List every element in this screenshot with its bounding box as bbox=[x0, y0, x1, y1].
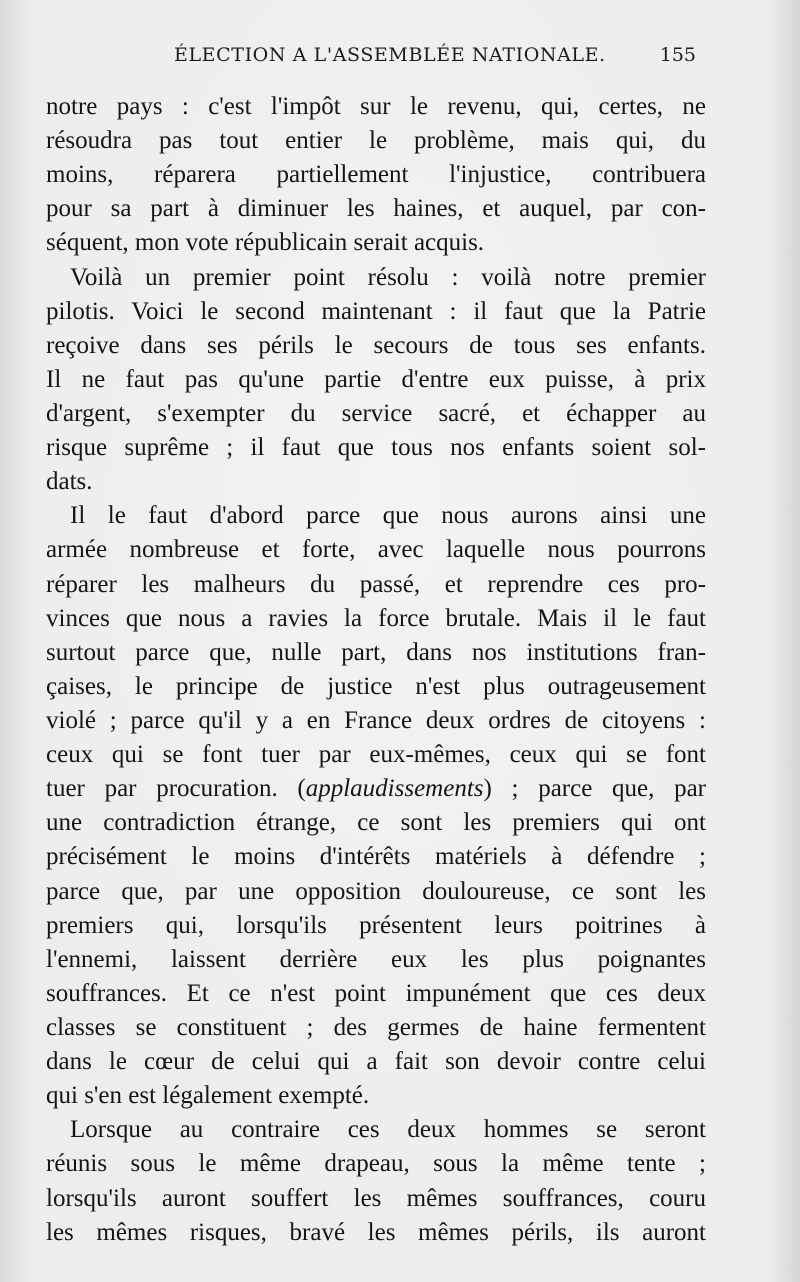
text-line: précisément le moins d'intérêts matériels à défendre ; bbox=[46, 843, 706, 871]
applause-annotation: applaudissements bbox=[305, 775, 484, 803]
text-line: séquent, mon vote républicain serait acquis. bbox=[46, 229, 485, 257]
text-segment: tuer par procuration. ( bbox=[46, 775, 306, 803]
text-line: moins, réparera partiellement l'injustice, contribuera bbox=[46, 161, 706, 189]
text-line: une contradiction étrange, ce sont les premiers qui ont bbox=[46, 809, 706, 837]
text-line: surtout parce que, nulle part, dans nos institutions fran- bbox=[46, 638, 706, 666]
text-line: risque suprême ; il faut que tous nos enfants soient sol- bbox=[46, 434, 706, 462]
page-number: 155 bbox=[659, 44, 696, 66]
text-line: l'ennemi, laissent derrière eux les plus poignantes bbox=[46, 945, 706, 973]
text-line: réunis sous le même drapeau, sous la même tente ; bbox=[46, 1150, 706, 1178]
text-line: Il ne faut pas qu'une partie d'entre eux puisse, à prix bbox=[46, 365, 706, 393]
text-line: classes se constituent ; des germes de haine fermentent bbox=[46, 1013, 706, 1041]
text-line: qui s'en est légalement exempté. bbox=[46, 1082, 370, 1110]
text-line: vinces que nous a ravies la force brutale. Mais il le faut bbox=[46, 604, 706, 632]
text-line: ceux qui se font tuer par eux-mêmes, ceux qui se font bbox=[46, 741, 706, 769]
text-line: violé ; parce qu'il y a en France deux ordres de citoyens : bbox=[46, 706, 706, 734]
text-line: pilotis. Voici le second maintenant : il faut que la Patrie bbox=[46, 297, 706, 325]
text-segment: ) ; parce que, par bbox=[483, 775, 706, 803]
text-line: premiers qui, lorsqu'ils présentent leurs poitrines à bbox=[46, 911, 706, 939]
text-line: pour sa part à diminuer les haines, et auquel, par con- bbox=[46, 195, 706, 223]
text-line: dans le cœur de celui qui a fait son devoir contre celui bbox=[46, 1048, 706, 1076]
text-line: dats. bbox=[46, 468, 93, 496]
text-line: les mêmes risques, bravé les mêmes périls, ils auront bbox=[46, 1218, 706, 1246]
text-line: notre pays : c'est l'impôt sur le revenu, qui, certes, ne bbox=[46, 93, 706, 120]
text-line: réparer les malheurs du passé, et reprendre ces pro- bbox=[46, 570, 706, 598]
text-line: souffrances. Et ce n'est point impunément que ces deux bbox=[46, 979, 706, 1007]
text-line: Il le faut d'abord parce que nous aurons ainsi une bbox=[70, 502, 706, 530]
text-line: çaises, le principe de justice n'est plus outrageusement bbox=[46, 672, 706, 700]
running-head bbox=[48, 44, 696, 76]
text-line bbox=[46, 772, 706, 806]
running-title: ÉLECTION A L'ASSEMBLÉE NATIONALE. bbox=[174, 44, 606, 66]
text-line: résoudra pas tout entier le problème, mais qui, du bbox=[46, 127, 706, 155]
body-text bbox=[46, 90, 706, 1250]
text-line: d'argent, s'exempter du service sacré, et échapper au bbox=[46, 399, 706, 427]
text-line: Voilà un premier point résolu : voilà notre premier bbox=[70, 263, 706, 291]
text-line: Lorsque au contraire ces deux hommes se seront bbox=[70, 1116, 706, 1144]
text-line: reçoive dans ses périls le secours de tous ses enfants. bbox=[46, 331, 706, 359]
text-line: lorsqu'ils auront souffert les mêmes souffrances, couru bbox=[46, 1184, 706, 1212]
text-line: armée nombreuse et forte, avec laquelle nous pourrons bbox=[46, 536, 706, 564]
text-line: parce que, par une opposition douloureuse, ce sont les bbox=[46, 877, 706, 905]
